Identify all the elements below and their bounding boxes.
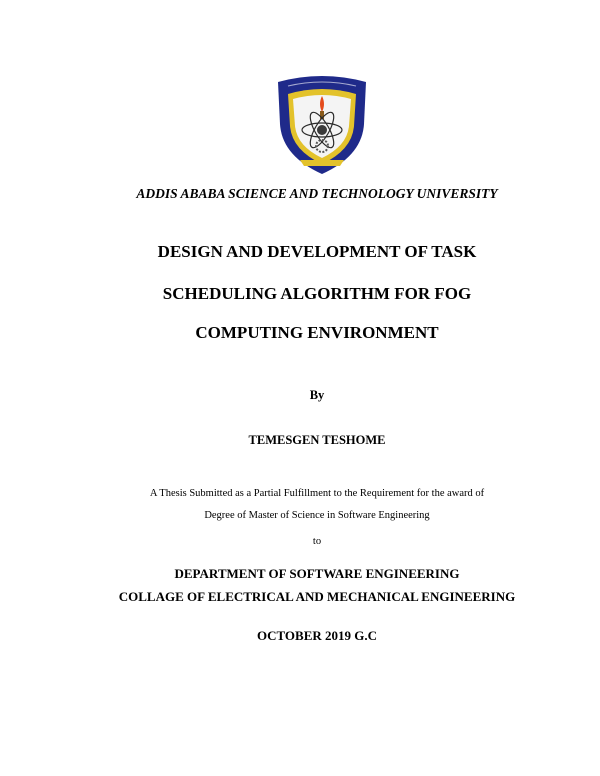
department-name: DEPARTMENT OF SOFTWARE ENGINEERING: [174, 566, 460, 581]
submission-line-3: to: [312, 536, 322, 547]
submission-date: OCTOBER 2019 G.C: [256, 628, 378, 643]
university-seal-logo: [274, 74, 370, 176]
by-label: By: [309, 388, 325, 402]
author-name: TEMESGEN TESHOME: [248, 433, 386, 447]
thesis-title-line-3: COMPUTING ENVIRONMENT: [195, 323, 439, 342]
college-name: COLLAGE OF ELECTRICAL AND MECHANICAL ENGINEERING: [118, 589, 516, 604]
university-name: ADDIS ABABA SCIENCE AND TECHNOLOGY UNIVERSITY: [136, 186, 498, 201]
submission-line-1: A Thesis Submitted as a Partial Fulfillment to the Requirement for the award of: [149, 488, 485, 499]
thesis-title-line-1: DESIGN AND DEVELOPMENT OF TASK: [157, 242, 477, 261]
thesis-title-line-2: SCHEDULING ALGORITHM FOR FOG: [162, 284, 472, 303]
submission-line-2: Degree of Master of Science in Software Engineering: [204, 510, 430, 521]
